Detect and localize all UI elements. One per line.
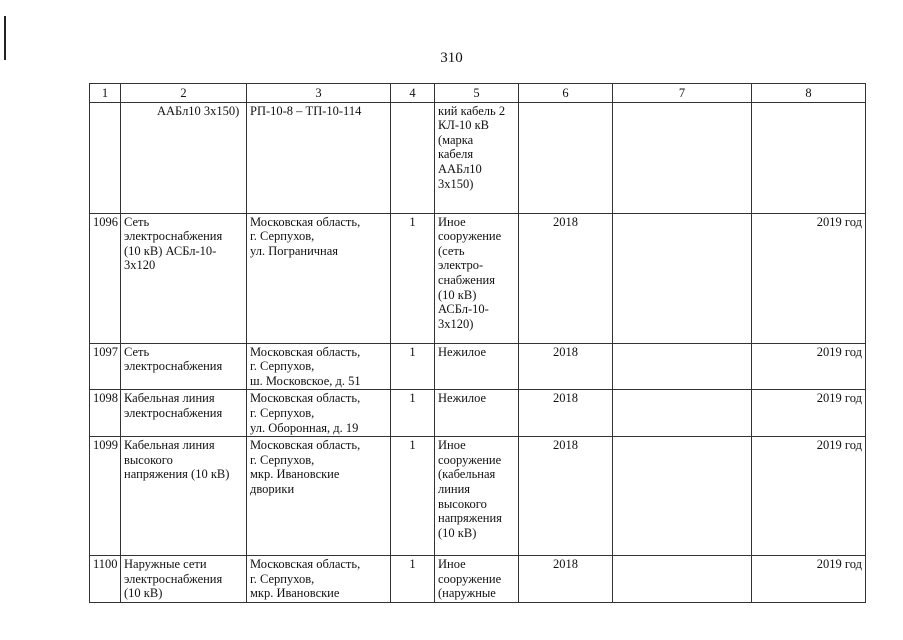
year-cell: 2018: [519, 556, 613, 603]
column-8-cell: 2019 год: [752, 390, 866, 437]
column-7-cell: [613, 556, 752, 603]
row-number-cell: [90, 102, 121, 213]
column-8-cell: 2019 год: [752, 343, 866, 390]
year-cell: 2018: [519, 213, 613, 343]
column-7-cell: [613, 343, 752, 390]
row-number-cell: 1099: [90, 437, 121, 556]
column-header: 7: [613, 84, 752, 103]
object-name-cell: Сеть электроснабжения: [121, 343, 247, 390]
table-row: [90, 213, 866, 343]
row-number-cell: 1098: [90, 390, 121, 437]
object-type-cell: Иное сооружение (кабельная линия высокого напряжения (10 кВ): [435, 437, 519, 556]
quantity-cell: [391, 102, 435, 213]
column-header: 8: [752, 84, 866, 103]
header-row: [90, 84, 866, 103]
column-header: 2: [121, 84, 247, 103]
column-8-cell: 2019 год: [752, 556, 866, 603]
address-cell: Московская область, г. Серпухов, ул. Пограничная: [247, 213, 391, 343]
column-header: 5: [435, 84, 519, 103]
column-8-cell: 2019 год: [752, 213, 866, 343]
table-row: [90, 437, 866, 556]
object-type-cell: Иное сооружение (наружные: [435, 556, 519, 603]
column-header: 4: [391, 84, 435, 103]
quantity-cell: 1: [391, 343, 435, 390]
table-row: [90, 343, 866, 390]
object-name-cell: ААБл10 3х150): [121, 102, 247, 213]
year-cell: 2018: [519, 343, 613, 390]
object-type-cell: кий кабель 2 КЛ-10 кВ (марка кабеля ААБл10 3х150): [435, 102, 519, 213]
column-7-cell: [613, 213, 752, 343]
object-name-cell: Наружные сети электроснабжения (10 кВ): [121, 556, 247, 603]
column-7-cell: [613, 390, 752, 437]
quantity-cell: 1: [391, 437, 435, 556]
object-type-cell: Иное сооружение (сеть электро- снабжения (10 кВ) АСБл-10- 3х120): [435, 213, 519, 343]
column-7-cell: [613, 102, 752, 213]
page-number: 310: [440, 50, 463, 66]
quantity-cell: 1: [391, 390, 435, 437]
address-cell: Московская область, г. Серпухов, ш. Московское, д. 51: [247, 343, 391, 390]
table-row: [90, 390, 866, 437]
year-cell: 2018: [519, 390, 613, 437]
row-number-cell: 1096: [90, 213, 121, 343]
object-type-cell: Нежилое: [435, 390, 519, 437]
address-cell: Московская область, г. Серпухов, мкр. Ивановские: [247, 556, 391, 603]
year-cell: 2018: [519, 437, 613, 556]
object-name-cell: Сеть электроснабжения (10 кВ) АСБл-10- 3х120: [121, 213, 247, 343]
column-header: 3: [247, 84, 391, 103]
quantity-cell: 1: [391, 556, 435, 603]
column-header: 1: [90, 84, 121, 103]
address-cell: Московская область, г. Серпухов, ул. Оборонная, д. 19: [247, 390, 391, 437]
address-cell: РП-10-8 – ТП-10-114: [247, 102, 391, 213]
row-number-cell: 1100: [90, 556, 121, 603]
column-7-cell: [613, 437, 752, 556]
column-8-cell: [752, 102, 866, 213]
object-type-cell: Нежилое: [435, 343, 519, 390]
quantity-cell: 1: [391, 213, 435, 343]
object-name-cell: Кабельная линия высокого напряжения (10 кВ): [121, 437, 247, 556]
object-name-cell: Кабельная линия электроснабжения: [121, 390, 247, 437]
table-row: [90, 556, 866, 603]
address-cell: Московская область, г. Серпухов, мкр. Ивановские дворики: [247, 437, 391, 556]
column-header: 6: [519, 84, 613, 103]
year-cell: [519, 102, 613, 213]
row-number-cell: 1097: [90, 343, 121, 390]
column-8-cell: 2019 год: [752, 437, 866, 556]
table-row: [90, 102, 866, 213]
registry-table: [89, 83, 866, 603]
